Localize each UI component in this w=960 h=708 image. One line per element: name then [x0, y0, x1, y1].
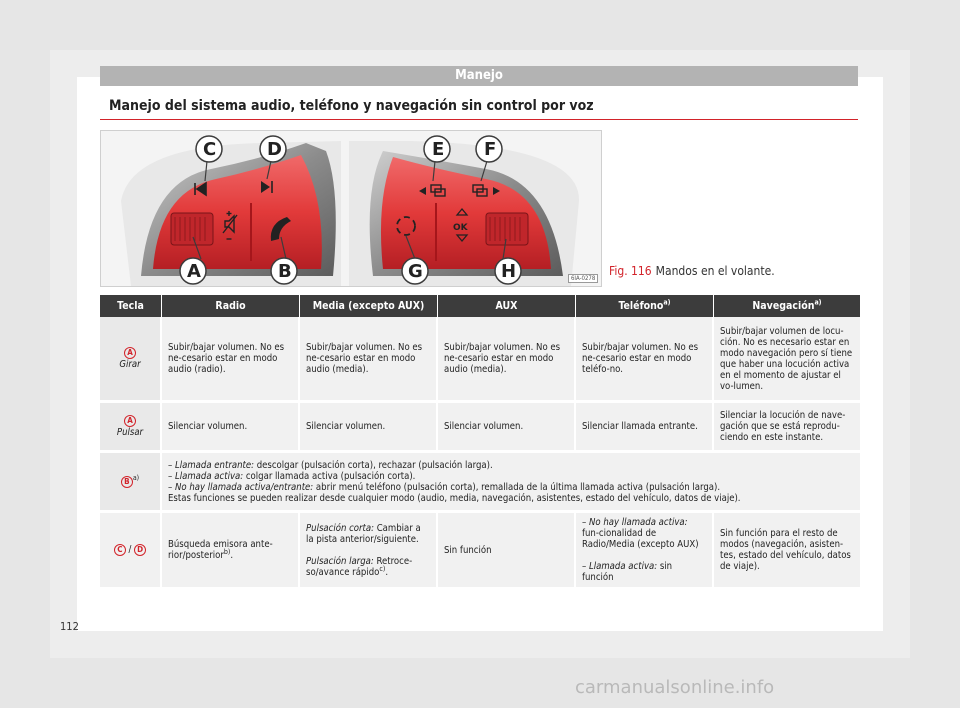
- cell-aux: Sin función: [438, 513, 576, 590]
- svg-text:G: G: [408, 261, 423, 282]
- key-cell: [100, 403, 162, 453]
- key-badge: A: [124, 415, 136, 427]
- header-navegacion: Navegación$^{a)}$: [714, 295, 860, 317]
- cell-radio: Silenciar volumen.: [162, 403, 300, 453]
- key-badge: D: [134, 544, 146, 556]
- header-radio: Radio: [162, 295, 300, 317]
- figure-caption-text: Mandos en el volante.: [655, 264, 775, 278]
- table-row: [100, 317, 860, 403]
- key-badge: B: [121, 476, 133, 488]
- key-cell: [100, 513, 162, 590]
- cell-telefono: Subir/bajar volumen. No es ne-cesario estar en modo teléfo-no.: [576, 317, 714, 403]
- cell-b-functions: – Llamada entrante: descolgar (pulsación corta), rechazar (pulsación larga). – Llamada activa: colgar llamada activa (pulsación corta). – No hay llamada activa/entrante: abrir menú teléfono (pulsación corta), remallada de la última llamada activa (pulsación larga). Estas funciones se pueden realizar desde cualquier modo (audio, media, navegación, asistentes, estado del vehículo, datos de viaje).: [162, 453, 860, 513]
- key-action: Pulsar: [116, 427, 144, 438]
- key-badge: A: [124, 347, 136, 359]
- key-cell: [100, 317, 162, 403]
- callout-g: [402, 258, 428, 284]
- cell-media: Silenciar volumen.: [300, 403, 438, 453]
- key-separator: /: [128, 544, 132, 555]
- callout-f: [476, 136, 502, 162]
- table-row: [100, 453, 860, 513]
- volume-roller: [171, 213, 213, 245]
- volume-roller-grooves: [175, 217, 205, 241]
- callout-b: [271, 258, 297, 284]
- svg-text:C: C: [203, 139, 217, 160]
- callout-h: [495, 258, 521, 284]
- figure-code: 6IA-0278: [568, 274, 598, 283]
- ok-button-label: OK: [453, 223, 468, 233]
- figure-label: Fig. 116: [609, 264, 652, 278]
- cell-aux: Subir/bajar volumen. No es ne-cesario estar en modo audio (media).: [438, 317, 576, 403]
- page-number: 112: [60, 620, 79, 633]
- title-divider: [100, 119, 858, 120]
- cell-aux: Silenciar volumen.: [438, 403, 576, 453]
- callout-a: [180, 258, 206, 284]
- steering-controls-figure: [100, 130, 602, 287]
- cell-navegacion: Sin función para el resto de modos (navegación, asisten-tes, estado del vehículo, datos de viaje).: [714, 513, 860, 590]
- svg-text:D: D: [267, 139, 282, 160]
- controls-table: [100, 295, 860, 590]
- svg-text:A: A: [187, 261, 201, 282]
- navigation-roller-grooves: [490, 217, 520, 241]
- key-cell: [100, 453, 162, 513]
- header-tecla: Tecla: [100, 295, 162, 317]
- cell-media: Subir/bajar volumen. No es ne-cesario estar en modo audio (media).: [300, 317, 438, 403]
- cell-navegacion: Silenciar la locución de nave-gación que se está reprodu-ciendo en este instante.: [714, 403, 860, 453]
- callout-d: [260, 136, 286, 162]
- watermark[interactable]: carmanualsonline.info: [575, 677, 775, 698]
- header-aux: AUX: [438, 295, 576, 317]
- section-header: Manejo: [100, 66, 858, 86]
- cell-radio: Búsqueda emisora ante-rior/posterior$^{b)}$.: [162, 513, 300, 590]
- header-telefono: Teléfono$^{a)}$: [576, 295, 714, 317]
- table-header-row: [100, 295, 860, 317]
- svg-text:H: H: [501, 261, 517, 282]
- figure-caption: [609, 264, 775, 278]
- cell-media: Pulsación corta: Cambiar a la pista anterior/siguiente. Pulsación larga: Retroce-so/avance rápido$^{c)}$.: [300, 513, 438, 590]
- cell-telefono: – No hay llamada activa: fun-cionalidad de Radio/Media (excepto AUX) – Llamada activa: sin función: [576, 513, 714, 590]
- callout-c: [196, 136, 222, 162]
- cell-navegacion: Subir/bajar volumen de locu-ción. No es necesario estar en modo navegación pero sí tiene que haber una locución activa en el momento de ajustar el vo-lumen.: [714, 317, 860, 403]
- cell-telefono: Silenciar llamada entrante.: [576, 403, 714, 453]
- navigation-roller: [486, 213, 528, 245]
- key-badge: C: [114, 544, 126, 556]
- key-action: Girar: [119, 359, 141, 370]
- header-media: Media (excepto AUX): [300, 295, 438, 317]
- key-footnote: a): [132, 473, 140, 482]
- svg-text:B: B: [278, 261, 292, 282]
- svg-text:E: E: [432, 139, 445, 160]
- table-row: [100, 513, 860, 590]
- svg-text:F: F: [484, 139, 497, 160]
- callout-e: [424, 136, 450, 162]
- page-title: Manejo del sistema audio, teléfono y navegación sin control por voz: [109, 98, 594, 114]
- table-row: [100, 403, 860, 453]
- cell-radio: Subir/bajar volumen. No es ne-cesario estar en modo audio (radio).: [162, 317, 300, 403]
- steering-controls-illustration: [101, 131, 601, 286]
